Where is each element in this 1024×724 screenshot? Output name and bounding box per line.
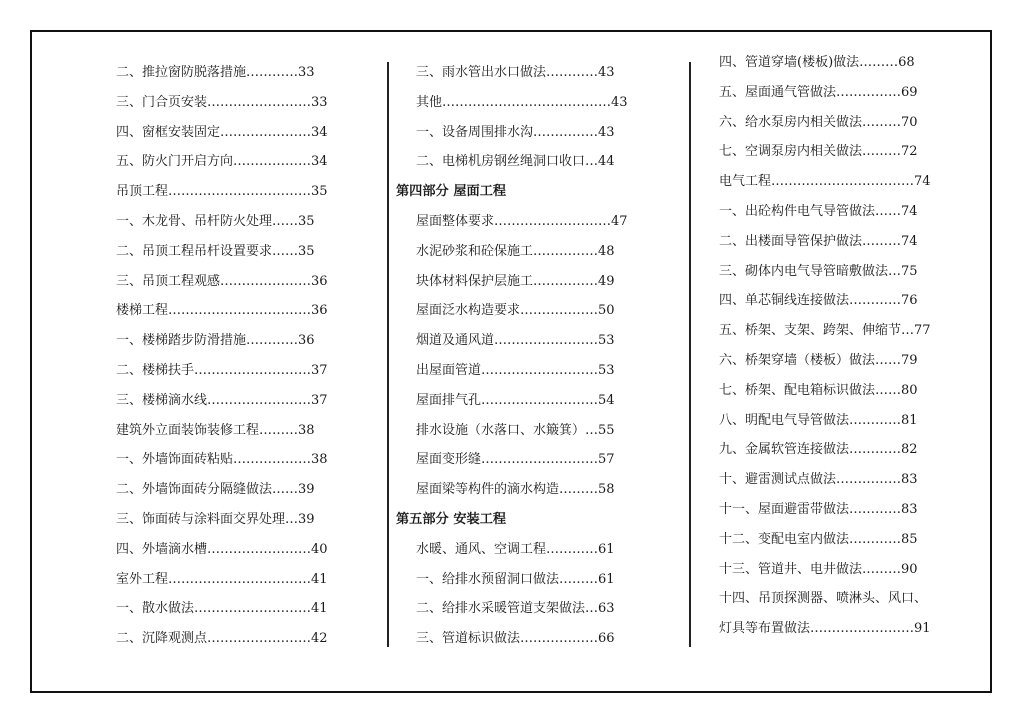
toc-entry: 二、沉降观测点……………………42 [116,631,328,647]
toc-entry: 屋面整体要求………………………47 [416,213,628,229]
toc-entry: 六、给水泵房内相关做法………70 [719,114,918,130]
toc-entry: 建筑外立面装饰装修工程………38 [116,422,315,438]
toc-entry: 三、饰面砖与涂料面交界处理…39 [116,511,315,527]
toc-entry: 块体材料保护层施工……………49 [416,273,615,289]
toc-entry: 四、管道穿墙(楼板)做法………68 [719,55,915,70]
toc-entry: 一、出砼构件电气导管做法……74 [719,203,918,219]
toc-entry: 其他…………………………………43 [416,94,628,110]
column-divider-2 [689,62,691,647]
toc-section-heading: 第四部分 屋面工程 [396,184,507,200]
toc-entry: 水暖、通风、空调工程…………61 [416,541,615,557]
toc-entry: 六、桥架穿墙（楼板）做法……79 [719,352,918,368]
toc-entry: 室外工程……………………………41 [116,571,328,587]
toc-column-1 [116,58,381,654]
toc-entry: 三、门合页安装……………………33 [116,94,328,110]
toc-entry: 一、散水做法………………………41 [116,601,328,617]
toc-entry: 三、雨水管出水口做法…………43 [416,65,615,80]
toc-entry: 三、吊顶工程观感…………………36 [116,273,328,289]
toc-entry: 水泥砂浆和砼保施工……………48 [416,243,615,259]
toc-entry: 屋面变形缝………………………57 [416,452,615,468]
toc-entry: 二、推拉窗防脱落措施…………33 [116,65,315,80]
toc-entry: 一、外墙饰面砖粘贴………………38 [116,452,328,468]
toc-entry: 吊顶工程……………………………35 [116,184,328,200]
toc-entry: 四、单芯铜线连接做法…………76 [719,293,918,309]
toc-entry: 四、窗框安装固定…………………34 [116,124,328,140]
toc-entry: 七、桥架、配电箱标识做法……80 [719,382,918,398]
toc-entry: 十、避雷测试点做法……………83 [719,472,918,488]
toc-entry: 三、管道标识做法………………66 [416,631,615,647]
toc-entry: 屋面泛水构造要求………………50 [416,303,615,319]
toc-entry: 出屋面管道………………………53 [416,362,615,378]
toc-entry: 烟道及通风道……………………53 [416,333,615,349]
toc-entry: 排水设施（水落口、水簸箕）…55 [416,422,615,438]
toc-entry: 二、外墙饰面砖分隔缝做法……39 [116,482,315,498]
toc-entry: 一、木龙骨、吊杆防火处理……35 [116,213,315,229]
toc-section-heading: 第五部分 安装工程 [396,511,507,527]
toc-entry: 四、外墙滴水槽……………………40 [116,541,328,557]
toc-entry: 灯具等布置做法……………………91 [719,621,931,637]
toc-entry: 七、空调泵房内相关做法………72 [719,144,918,160]
toc-entry: 二、电梯机房钢丝绳洞口收口…44 [416,154,615,170]
toc-column-3 [719,48,989,644]
toc-entry: 屋面梁等构件的滴水构造………58 [416,482,615,498]
toc-entry: 五、防火门开启方向………………34 [116,154,328,170]
toc-entry: 二、吊顶工程吊杆设置要求……35 [116,243,315,259]
toc-entry: 九、金属软管连接做法…………82 [719,442,918,458]
toc-entry: 二、楼梯扶手………………………37 [116,362,328,378]
toc-entry: 二、给排水采暖管道支架做法…63 [416,601,615,617]
toc-entry: 一、设备周围排水沟……………43 [416,124,615,140]
column-divider-1 [387,62,389,647]
toc-entry: 五、屋面通气管做法……………69 [719,84,918,100]
toc-entry: 十四、吊顶探测器、喷淋头、风口、 [719,591,928,607]
toc-entry: 十一、屋面避雷带做法…………83 [719,501,918,517]
toc-entry: 三、砌体内电气导管暗敷做法…75 [719,263,918,279]
toc-entry: 十三、管道井、电井做法………90 [719,561,918,577]
toc-entry: 三、楼梯滴水线……………………37 [116,392,328,408]
toc-entry: 屋面排气孔………………………54 [416,392,615,408]
toc-entry: 一、楼梯踏步防滑措施…………36 [116,333,315,349]
toc-entry: 二、出楼面导管保护做法………74 [719,233,918,249]
toc-column-2 [396,58,684,654]
toc-entry: 八、明配电气导管做法…………81 [719,412,918,428]
toc-entry: 电气工程……………………………74 [719,174,931,190]
toc-entry: 一、给排水预留洞口做法………61 [416,571,615,587]
toc-entry: 五、桥架、支架、跨架、伸缩节…77 [719,323,931,339]
toc-entry: 楼梯工程……………………………36 [116,303,328,319]
toc-entry: 十二、变配电室内做法…………85 [719,531,918,547]
